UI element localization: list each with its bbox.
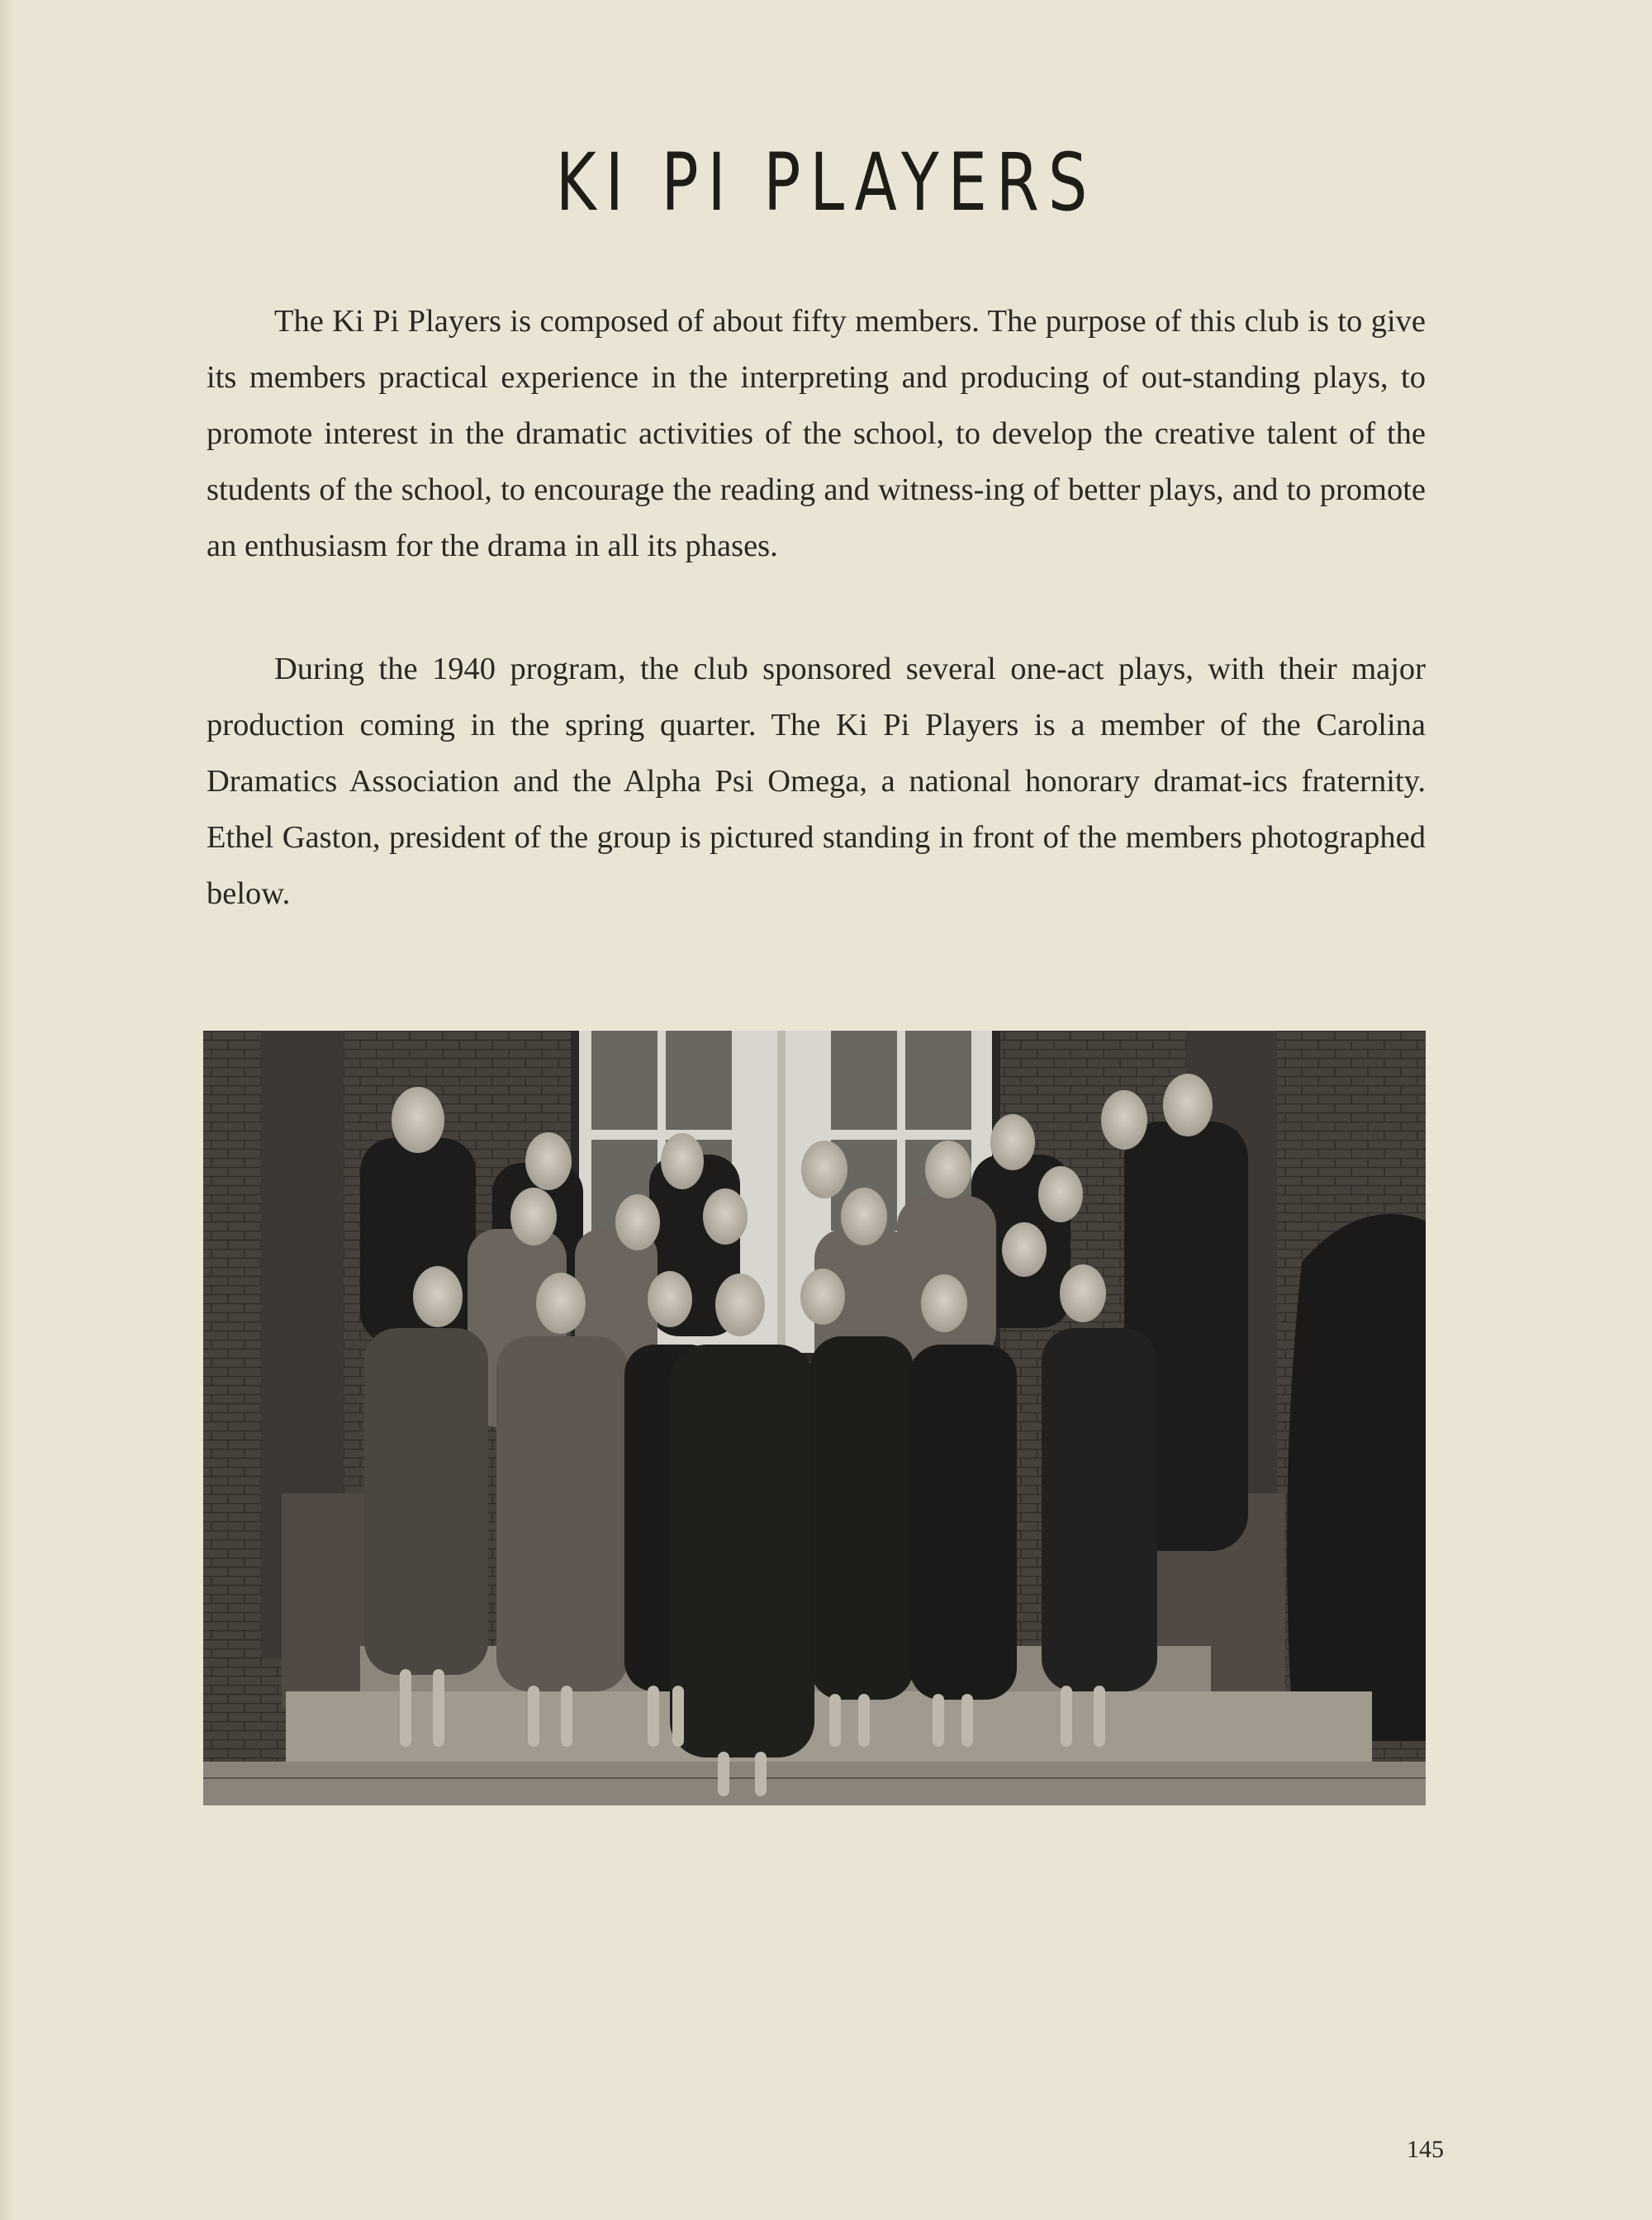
group-photo <box>203 1031 1426 1805</box>
intro-paragraph: The Ki Pi Players is composed of about fifty members. The purpose of this club is to give its members practical experience in the interpreting and producing of out-standing plays, to promote interest in the dramatic activities of the school, to develop the creative talent of the students of the school, to encourage the reading and witness-ing of better plays, and to promote an enthusiasm for the drama in all its phases. <box>206 304 1426 563</box>
page-edge <box>0 0 15 2220</box>
page-number: 145 <box>1407 2136 1444 2163</box>
page-title: KI PI PLAYERS <box>555 136 1097 229</box>
program-paragraph: During the 1940 program, the club sponsored several one-act plays, with their major production coming in the spring quarter. The Ki Pi Players is a member of the Carolina Dramatics Association and the Alpha Psi Omega, a national honorary dramat-ics fraternity. Ethel Gaston, president of the group is pictured standing in front of the members photographed below. <box>206 652 1426 911</box>
